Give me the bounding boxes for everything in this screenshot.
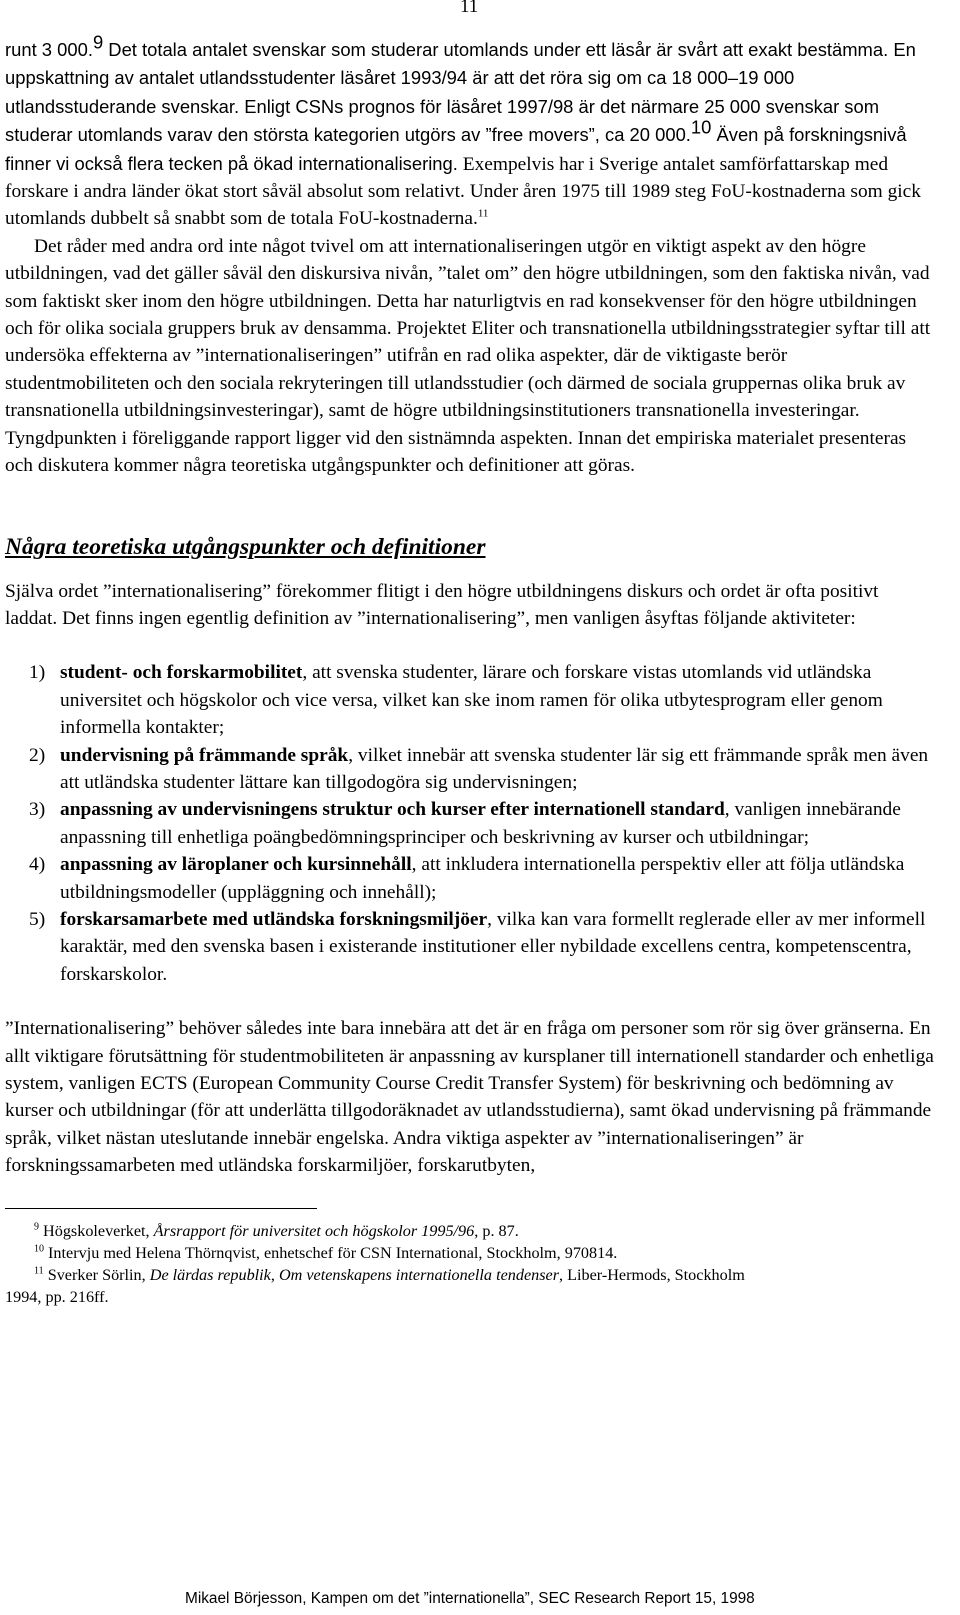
footnote-10 [5, 1242, 935, 1264]
footnote-text: , Liber-Hermods, Stockholm [559, 1265, 745, 1284]
list-item [5, 659, 935, 741]
footnote-title: Årsrapport för universitet och högskolor 1995/96 [153, 1221, 475, 1240]
footnote-11-continuation: 1994, pp. 216ff. [5, 1287, 109, 1306]
footnote-ref-10[interactable]: 10 [690, 116, 712, 138]
paragraph-intro [5, 31, 935, 233]
paragraph-text: Det totala antalet svenskar som studerar utomlands under ett läsår är svårt att exakt bestämma. En uppskattning av antalet utlandsstudenter läsåret 1993/94 är att det röra sig om ca 18 000–19 000 utlandsstuderande svenskar. Enligt CSNs prognos för läsåret 1997/98 är det närmare 25 000 svenskar som studerar utomlands varav den största kategorien utgörs av ”free movers”, ca 20 000. [5, 39, 916, 146]
list-item [5, 906, 935, 988]
footnote-separator [5, 1208, 317, 1209]
list-number: 2) [29, 744, 46, 766]
list-item-text: , vilket innebär att svenska studenter lär sig ett främmande språk men även att utländska studenter lättare kan tillgodogöra sig undervisningen; [60, 744, 929, 793]
footnote-title: De lärdas republik [149, 1265, 271, 1284]
footnote-number: 9 [34, 1221, 39, 1233]
page-number: 11 [460, 0, 479, 17]
document-body [5, 31, 935, 1308]
footnote-number: 11 [34, 1265, 44, 1277]
list-item-text: , att inkludera internationella perspektiv eller att följa utländska utbildningsmodeller (uppläggning och innehåll); [60, 854, 905, 903]
footnote-title: Om vetenskapens internationella tendenser [278, 1265, 560, 1284]
paragraph-text: runt 3 000. [5, 39, 93, 60]
paragraph-text: Även på forskningsnivå finner vi också flera tecken på ökad internationalisering. [5, 124, 907, 174]
paragraph-internationalisation-aspects: ”Internationalisering” behöver således inte bara innebära att det är en fråga om personer som rör sig över gränserna. En allt viktigare förutsättning för studentmobiliteten är anpassning av kursplaner till internationell standarder och enhetliga system, vanligen ECTS (European Community Course Credit Transfer System) för beskrivning och bedömning av kurser och utbildningar (för att underlätta tillgodoräknadet av utlandsstudierna), samt ökad undervisning på främmande språk, vilket nästan uteslutande innebär engelska. Andra viktiga aspekter av ”internationaliseringen” är forskningssamarbeten med utländska forskarmiljöer, forskarutbyten, [5, 1018, 934, 1177]
list-item-text: , att svenska studenter, lärare och forskare vistas utomlands vid utländska universitet och högskolor och vice versa, vilket kan ske inom ramen för olika utbytesprogram eller genom informella kontakter; [60, 662, 883, 739]
list-number: 1) [29, 662, 46, 684]
list-item-term: anpassning av undervisningens struktur och kurser efter internationell standard [60, 799, 725, 821]
activities-list [5, 659, 935, 988]
footnote-11 [5, 1264, 935, 1286]
paragraph-internationalisation: Det råder med andra ord inte något tvivel om att internationaliseringen utgör en viktigt aspekt av den högre utbildningen, vad det gäller såväl den diskursiva nivån, ”talet om” den högre utbildningen, som den faktiska nivån, vad som faktiskt sker inom den högre utbildningen. Detta har naturligtvis en rad konsekvenser för den högre utbildningen och för olika sociala gruppers bruk av densamma. Projektet Eliter och transnationella utbildningsstrategier syftar till att undersöka effekterna av ”internationaliseringen” utifrån en rad olika aspekter, där de viktigaste berör studentmobiliteten och den sociala rekryteringen till utlandsstudier (och därmed de sociala gruppernas olika bruk av transnationella utbildningsinvesteringar), samt de högre utbildningsinstitutioners transnationella investeringar. Tyngdpunkten i föreliggande rapport ligger vid den sistnämnda aspekten. Innan det empiriska materialet presenteras och diskutera kommer några teoretiska utgångspunkter och definitioner att göras. [5, 235, 931, 477]
list-item-text: , vilka kan vara formellt reglerade eller av mer informell karaktär, med den svenska basen i existerande institutioner eller nybildade excellens centra, kompetenscentra, forskarskolor. [60, 908, 926, 985]
list-number: 3) [29, 799, 46, 821]
list-number: 4) [29, 854, 46, 876]
footnote-text: Högskoleverket, [39, 1221, 154, 1240]
list-item-term: student- och forskarmobilitet [60, 662, 303, 684]
footnote-text: , [270, 1265, 279, 1284]
footnote-text: Intervju med Helena Thörnqvist, enhetschef för CSN International, Stockholm, 970814. [44, 1243, 618, 1262]
list-number: 5) [29, 908, 46, 930]
footnotes [5, 1220, 935, 1308]
paragraph-text: Exempelvis har i Sverige antalet samförfattarskap med forskare i andra länder ökat stort såväl absolut som relativt. Under åren 1975 till 1989 steg FoU-kostnaderna som gick utomlands dubbelt så snabbt som de totala FoU-kostnaderna. [5, 153, 921, 230]
footnote-text: , p. 87. [474, 1221, 519, 1240]
section-heading: Några teoretiska utgångspunkter och definitioner [5, 533, 486, 560]
paragraph-definition: Själva ordet ”internationalisering” förekommer flitigt i den högre utbildningens diskurs och ordet är ofta positivt laddat. Det finns ingen egentlig definition av ”internationalisering”, men vanligen åsyftas följande aktiviteter: [5, 580, 879, 629]
list-item [5, 796, 935, 851]
footnote-text: Sverker Sörlin, [43, 1265, 150, 1284]
page-footer: Mikael Börjesson, Kampen om det ”internationella”, SEC Research Report 15, 1998 [185, 1590, 755, 1607]
footnote-ref-11[interactable]: 11 [477, 207, 489, 220]
spacer [5, 632, 935, 659]
footnote-ref-9[interactable]: 9 [92, 31, 104, 53]
list-item-term: forskarsamarbete med utländska forskningsmiljöer [60, 908, 488, 930]
list-item [5, 742, 935, 797]
list-item-term: anpassning av läroplaner och kursinnehåll [60, 854, 412, 876]
list-item [5, 851, 935, 906]
list-item-text: , vanligen innebärande anpassning till enhetliga poängbedömningsprinciper och beskrivning av kurser och utbildningar; [60, 799, 901, 848]
list-item-term: undervisning på främmande språk [60, 744, 349, 766]
footnote-number: 10 [34, 1243, 44, 1255]
footnote-9 [5, 1220, 935, 1242]
spacer [5, 988, 935, 1015]
